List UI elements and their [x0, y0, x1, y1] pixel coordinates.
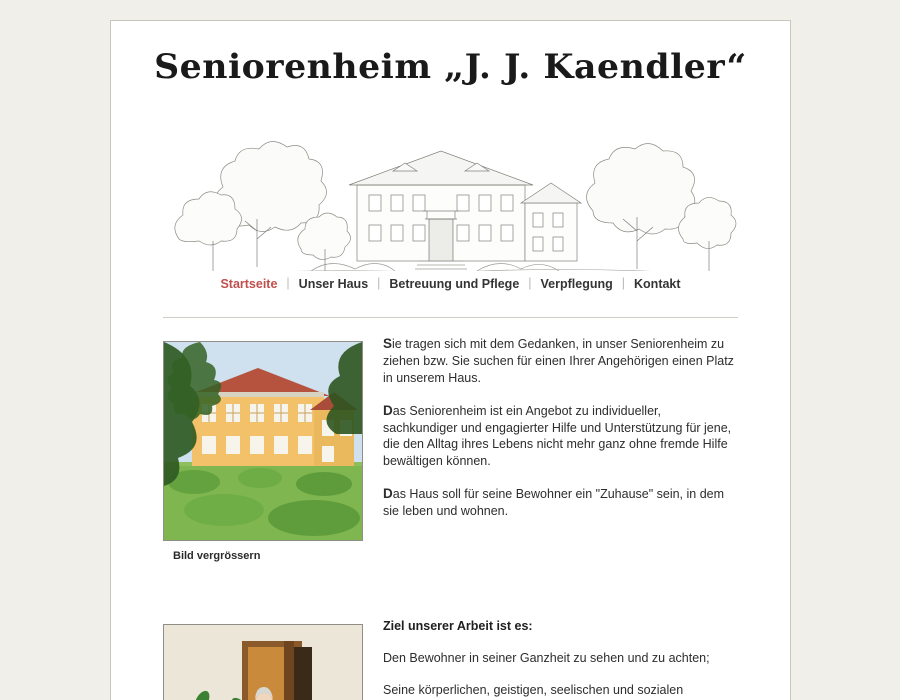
site-frame: [110, 20, 791, 700]
photo-caption-enlarge[interactable]: Bild vergrössern: [173, 550, 261, 562]
site-header: [111, 21, 790, 271]
nav-separator: |: [286, 276, 290, 290]
goals-line-1: Den Bewohner in seiner Ganzheit zu sehen und zu achten;: [383, 650, 710, 665]
photo-resident-link[interactable]: [163, 624, 363, 700]
content-block-goals: [111, 604, 790, 700]
figure-building: [163, 341, 363, 562]
drop-cap: D: [383, 402, 393, 418]
intro-text-column: [383, 335, 738, 535]
intro-paragraph-3: [383, 485, 738, 520]
main-content: [111, 321, 790, 700]
intro-paragraph-1: [383, 335, 738, 387]
nav-item-unser-haus[interactable]: Unser Haus: [298, 277, 369, 291]
nav-item-startseite[interactable]: Startseite: [220, 277, 278, 291]
nav-separator: |: [621, 276, 626, 290]
nav-item-kontakt[interactable]: Kontakt: [634, 277, 681, 291]
goals-text-column: [383, 618, 738, 700]
intro-paragraph-2: [383, 402, 738, 470]
nav-item-betreuung-und-pflege[interactable]: Betreuung und Pflege: [389, 277, 520, 291]
paragraph-text: as Seniorenheim ist ein Angebot zu individueller, sachkundiger und engagierter Hilfe und Unterstützung für jene, die den Alltag ihres Lebens nicht mehr ganz ohne fremde Hilfe bewältigen können.: [383, 403, 732, 469]
photo-building-link[interactable]: [163, 341, 363, 541]
header-illustration: [161, 99, 741, 271]
site-title: Seniorenheim „J. J. Kaendler“: [154, 47, 747, 87]
goals-line-2: Seine körperlichen, geistigen, seelischen und sozialen: [383, 682, 684, 697]
paragraph-text: ie tragen sich mit dem Gedanken, in unser Seniorenheim zu ziehen bzw. Sie suchen für einen Ihrer Angehörigen einen Platz in unserem Haus.: [383, 337, 734, 385]
goals-heading: Ziel unserer Arbeit ist es:: [383, 619, 533, 633]
content-block-intro: [111, 321, 790, 562]
drop-cap: D: [383, 485, 393, 501]
paragraph-text: as Haus soll für seine Bewohner ein "Zuhause" sein, in dem sie leben und wohnen.: [383, 486, 725, 518]
nav-item-verpflegung[interactable]: Verpflegung: [540, 277, 613, 291]
nav-separator: |: [377, 276, 381, 290]
figure-resident: [163, 624, 363, 700]
main-navigation[interactable]: [111, 277, 790, 291]
drop-cap: S: [383, 336, 393, 351]
nav-divider: [163, 317, 738, 318]
nav-separator: |: [528, 276, 532, 290]
